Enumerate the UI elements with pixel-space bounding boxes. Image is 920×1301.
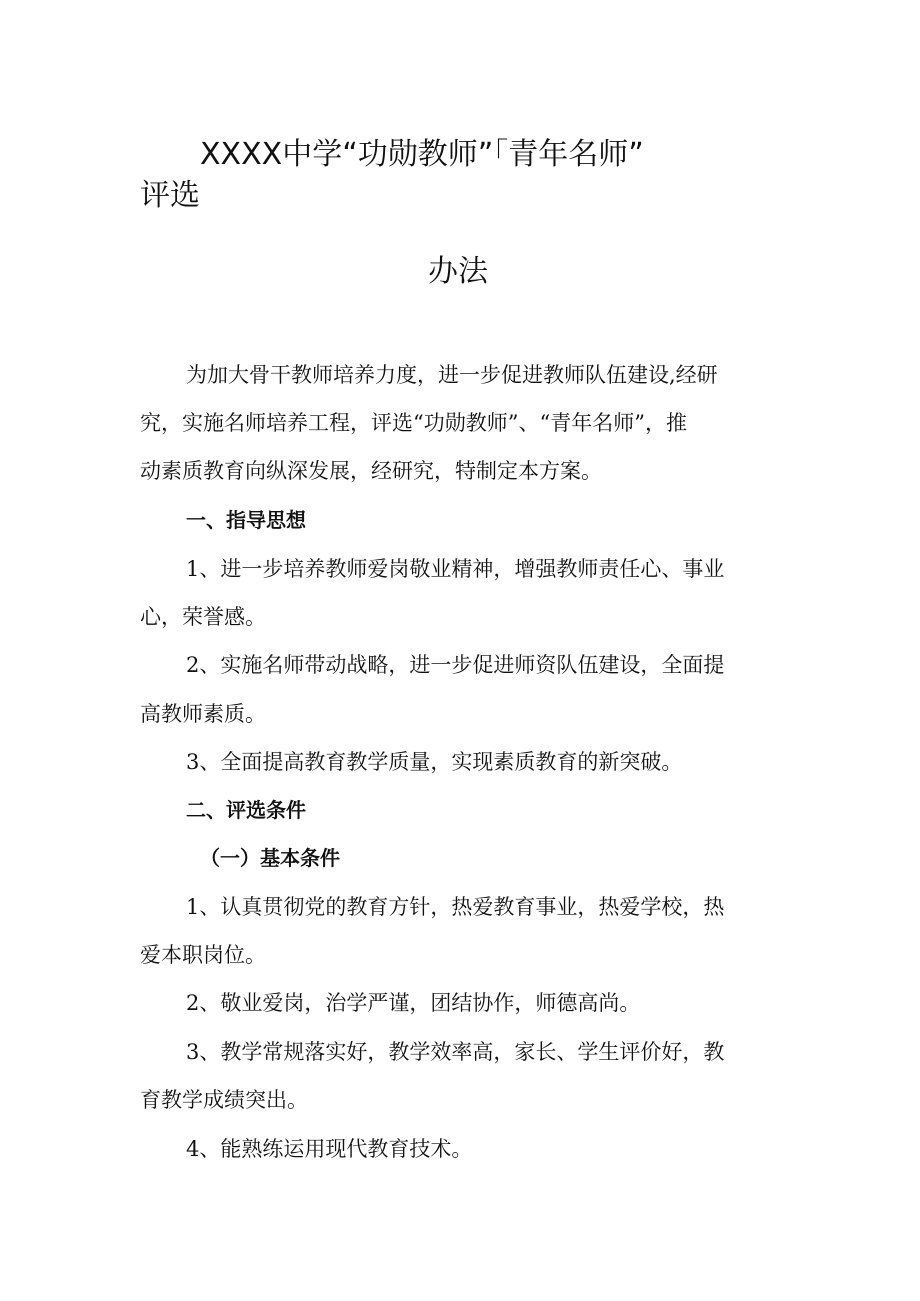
subsection-1-item-1-line-2: 爱本职岗位。 xyxy=(140,943,266,967)
section-1-item-2-line-1: 2、实施名师带动战略，进一步促进师资队伍建设，全面提 xyxy=(186,653,725,677)
section-1-item-1-line-1: 1、进一步培养教师爱岗敬业精神，增强教师责任心、事业 xyxy=(186,557,725,581)
title-line-2: 评选 xyxy=(140,178,200,213)
subsection-1-item-4-line-1: 4、能熟练运用现代教育技术。 xyxy=(186,1137,473,1161)
intro-line-2: 究，实施名师培养工程，评选“功勋教师”、“青年名师”，推 xyxy=(140,411,687,435)
title-line-3: 办法 xyxy=(428,254,488,289)
section-1-item-3-line-1: 3、全面提高教育教学质量，实现素质教育的新突破。 xyxy=(186,750,683,774)
section-2-heading: 二、评选条件 xyxy=(186,798,306,822)
section-1-item-2-line-2: 高教师素质。 xyxy=(140,702,266,726)
intro-line-3: 动素质教育向纵深发展，经研究，特制定本方案。 xyxy=(140,459,602,483)
subsection-1-item-1-line-1: 1、认真贯彻党的教育方针，热爱教育事业，热爱学校，热 xyxy=(186,895,725,919)
title-line-1: XXXX中学“功勋教师”「青年名师” xyxy=(200,137,644,172)
section-1-item-1-line-2: 心，荣誉感。 xyxy=(140,605,266,629)
section-1-heading: 一、指导思想 xyxy=(186,508,306,532)
subsection-1-item-3-line-1: 3、教学常规落实好，教学效率高，家长、学生评价好，教 xyxy=(186,1040,725,1064)
intro-line-1: 为加大骨干教师培养力度，进一步促进教师队伍建设,经研 xyxy=(186,363,718,387)
subsection-1-item-3-line-2: 育教学成绩突出。 xyxy=(140,1088,308,1112)
subsection-1-heading: （一）基本条件 xyxy=(200,846,340,870)
subsection-1-item-2-line-1: 2、敬业爱岗，治学严谨，团结协作，师德高尚。 xyxy=(186,991,641,1015)
